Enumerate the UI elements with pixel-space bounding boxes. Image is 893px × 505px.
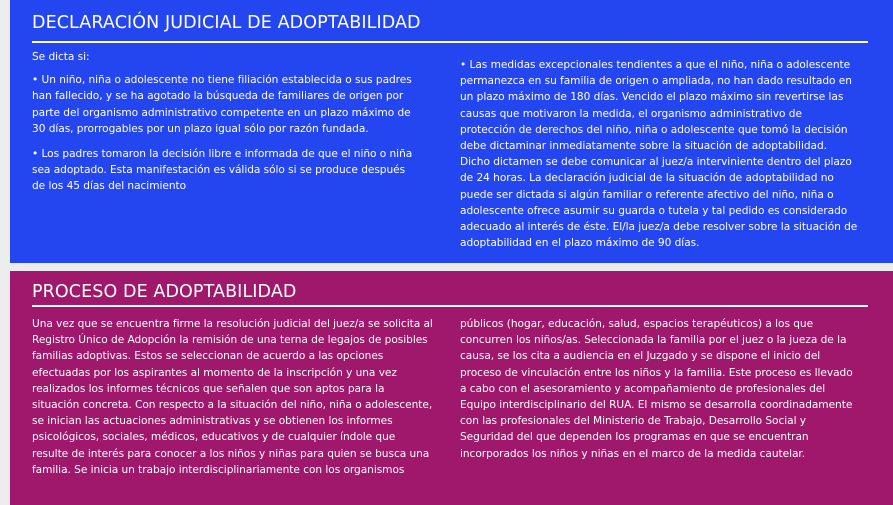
proceso-right-column xyxy=(460,316,858,462)
proceso-divider xyxy=(32,305,868,307)
proceso-left-column xyxy=(32,316,434,478)
declaracion-bullet-1: • Un niño, niña o adolescente no tiene filiación establecida o sus padres han fallecido, y se ha agotado la búsqueda de familiares de origen por parte del organismo administrativo competente en un plazo máximo de 30 días, prorrogables por un plazo igual sólo por razón fundada. xyxy=(32,74,412,135)
declaracion-bullet-3: • Las medidas excepcionales tendientes a que el niño, niña o adolescente permanezca en su familia de origen o ampliada, no han dado resultado en un plazo máximo de 180 días. Vencido el plazo máximo sin revertirse las causas que motivaron la medida, el organismo administrativo de protección de derechos del niño, niña o adolescente que tomó la decisión debe dictaminar inmediatamente sobre la situación de adoptabilidad. Dicho dictamen se debe comunicar al juez/a interviniente dentro del plazo de 24 horas. La declaración judicial de la situación de adoptabilidad no puede ser dictada si algún familiar o referente afectivo del niño, niña o adolescente ofrece asumir su guarda o tutela y tal pedido es considerado adecuado al interés de éste. El/la juez/a debe resolver sobre la situación de adoptabilidad en el plazo máximo de 90 días. xyxy=(460,59,858,250)
proceso-text-left: Una vez que se encuentra firme la resolución judicial del juez/a se solicita al Registro Único de Adopción la remisión de una terna de legajos de posibles familias adoptivas. Estos se seleccionan de acuerdo a las opciones efectuadas por los aspirantes al momento de la inscripción y una vez realizados los informes técnicos que señalen que son aptos para la situación concreta. Con respecto a la situación del niño, niña o adolescente, se inician las actuaciones administrativas y se obtienen los informes psicológicos, sociales, médicos, educativos y de cualquier índole que resulte de interés para conocer a los niños y niñas para quien se busca una familia. Se inicia un trabajo interdisciplinariamente con los organismos xyxy=(32,318,433,476)
declaracion-panel xyxy=(10,0,893,263)
declaracion-bullet-2: • Los padres tomaron la decisión libre e informada de que el niño o niña sea adoptado. Esta manifestación es válida sólo si se produce después de los 45 días del nacimiento xyxy=(32,148,413,193)
declaracion-intro: Se dicta si: xyxy=(32,51,90,63)
declaracion-title: DECLARACIÓN JUDICIAL DE ADOPTABILIDAD xyxy=(32,13,421,33)
declaracion-left-column xyxy=(32,49,414,195)
proceso-title: PROCESO DE ADOPTABILIDAD xyxy=(32,282,297,302)
proceso-panel xyxy=(10,271,893,505)
declaracion-right-column xyxy=(460,57,858,251)
proceso-text-right: públicos (hogar, educación, salud, espacios terapéuticos) a los que concurren los niños/as. Seleccionada la familia por el juez o la jueza de la causa, se los cita a audiencia en el Juzgado y se dispone el inicio del proceso de vinculación entre los niños y la familia. Este proceso es llevado a cabo con el asesoramiento y acompañamiento de profesionales del Equipo interdisciplinario del RUA. El mismo se desarrolla coordinadamente con las profesionales del Ministerio de Trabajo, Desarrollo Social y Seguridad del que dependen los programas en que se encuentran incorporados los niños y niñas en el marco de la medida cautelar. xyxy=(460,318,853,460)
declaracion-divider xyxy=(32,41,868,43)
